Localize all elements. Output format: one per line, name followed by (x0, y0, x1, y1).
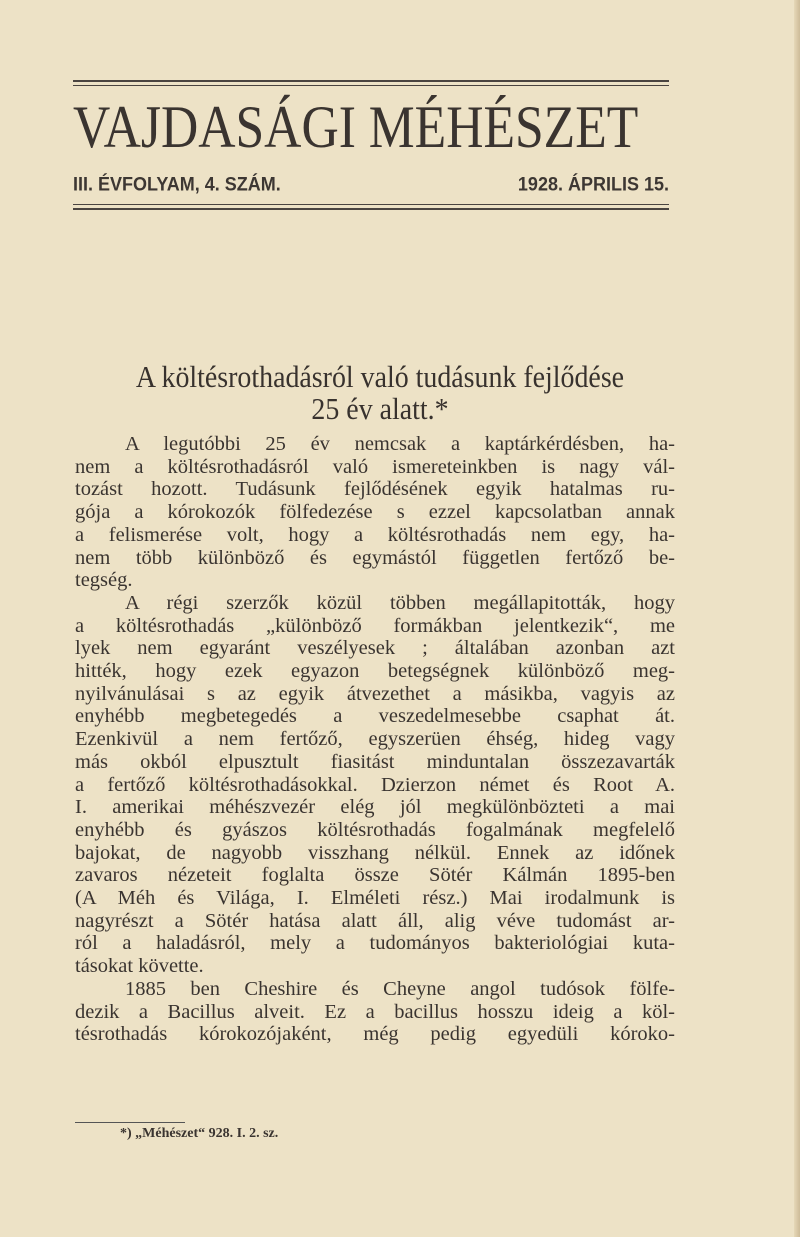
footnote-rule (75, 1122, 185, 1123)
text-line: 1885 ben Cheshire és Cheyne angol tudósok fölfe- (125, 977, 675, 1000)
text-line: zavaros nézeteit foglalta össze Sötér Kálmán 1895-ben (75, 864, 675, 887)
masthead-rule-bottom (73, 208, 669, 210)
text-line: a felismerése volt, hogy a költésrothadás nem egy, ha- (75, 523, 675, 546)
text-line: A legutóbbi 25 év nemcsak a kaptárkérdésben, ha- (125, 433, 675, 455)
text-line: Ezenkivül a nem fertőző, egyszerüen éhség, hideg vagy (75, 728, 675, 751)
text-line: hitték, hogy ezek egyazon betegségnek különböző meg- (75, 660, 675, 683)
issue-date: 1928. ÁPRILIS 15. (517, 172, 669, 195)
text-line: tozást hozott. Tudásunk fejlődésének egyik hatalmas ru- (75, 478, 675, 501)
article-title-line1: A költésrothadásról való tudásunk fejlődése (135, 359, 625, 394)
text-line: ról a haladásról, mely a tudományos bakteriológiai kuta- (75, 932, 675, 955)
text-line: tésrothadás kórokozójaként, még pedig egyedüli kóroko- (75, 1023, 675, 1046)
text-line: tegség. (75, 569, 133, 592)
text-line: nem a költésrothadásról való ismereteinkben is nagy vál- (75, 455, 675, 478)
footnote: *) „Méhészet“ 928. I. 2. sz. (120, 1126, 279, 1141)
masthead-rule-bottom-thin (73, 204, 669, 205)
masthead-rule-top-thin (73, 85, 669, 86)
article-body (75, 433, 675, 1046)
text-line: a költésrothadás „különböző formákban jelentkezik“, me (75, 614, 675, 637)
text-line: gója a kórokozók fölfedezése s ezzel kapcsolatban annak (75, 501, 675, 524)
text-line: I. amerikai méhészvezér elég jól megkülönbözteti a mai (75, 796, 675, 819)
text-line: dezik a Bacillus alveit. Ez a bacillus hosszu ideig a köl- (75, 1000, 675, 1023)
text-line: tásokat követte. (75, 955, 204, 978)
text-line: bajokat, de nagyobb visszhang nélkül. Ennek az időnek (75, 841, 675, 864)
page-edge (794, 0, 800, 1237)
text-line: más okból elpusztult fiasitást minduntalan összezavarták (75, 750, 675, 773)
text-line: lyek nem egyaránt veszélyesek ; általában azonban azt (75, 637, 675, 660)
text-line: nagyrészt a Sötér hatása alatt áll, alig véve tudomást ar- (75, 909, 675, 932)
text-line: a fertőző költésrothadásokkal. Dzierzon német és Root A. (75, 773, 675, 796)
article-title-line2: 25 év alatt.* (311, 391, 449, 426)
text-line: enyhébb megbetegedés a veszedelmesebbe csaphat át. (75, 705, 675, 728)
masthead-title: VAJDASÁGI MÉHÉSZET (73, 94, 639, 160)
text-line: enyhébb és gyászos költésrothadás fogalmának megfelelő (75, 818, 675, 841)
text-line: nem több különböző és egymástól független fertőző be- (75, 546, 675, 569)
text-line: (A Méh és Világa, I. Elméleti rész.) Mai irodalmunk is (75, 887, 675, 910)
masthead-issue-line (73, 173, 669, 196)
masthead-rule-top (73, 80, 669, 82)
volume-number: III. ÉVFOLYAM, 4. SZÁM. (73, 172, 281, 195)
text-line: nyilvánulásai s az egyik átvezethet a másikba, vagyis az (75, 682, 675, 705)
text-line: A régi szerzők közül többen megállapitották, hogy (125, 591, 675, 614)
